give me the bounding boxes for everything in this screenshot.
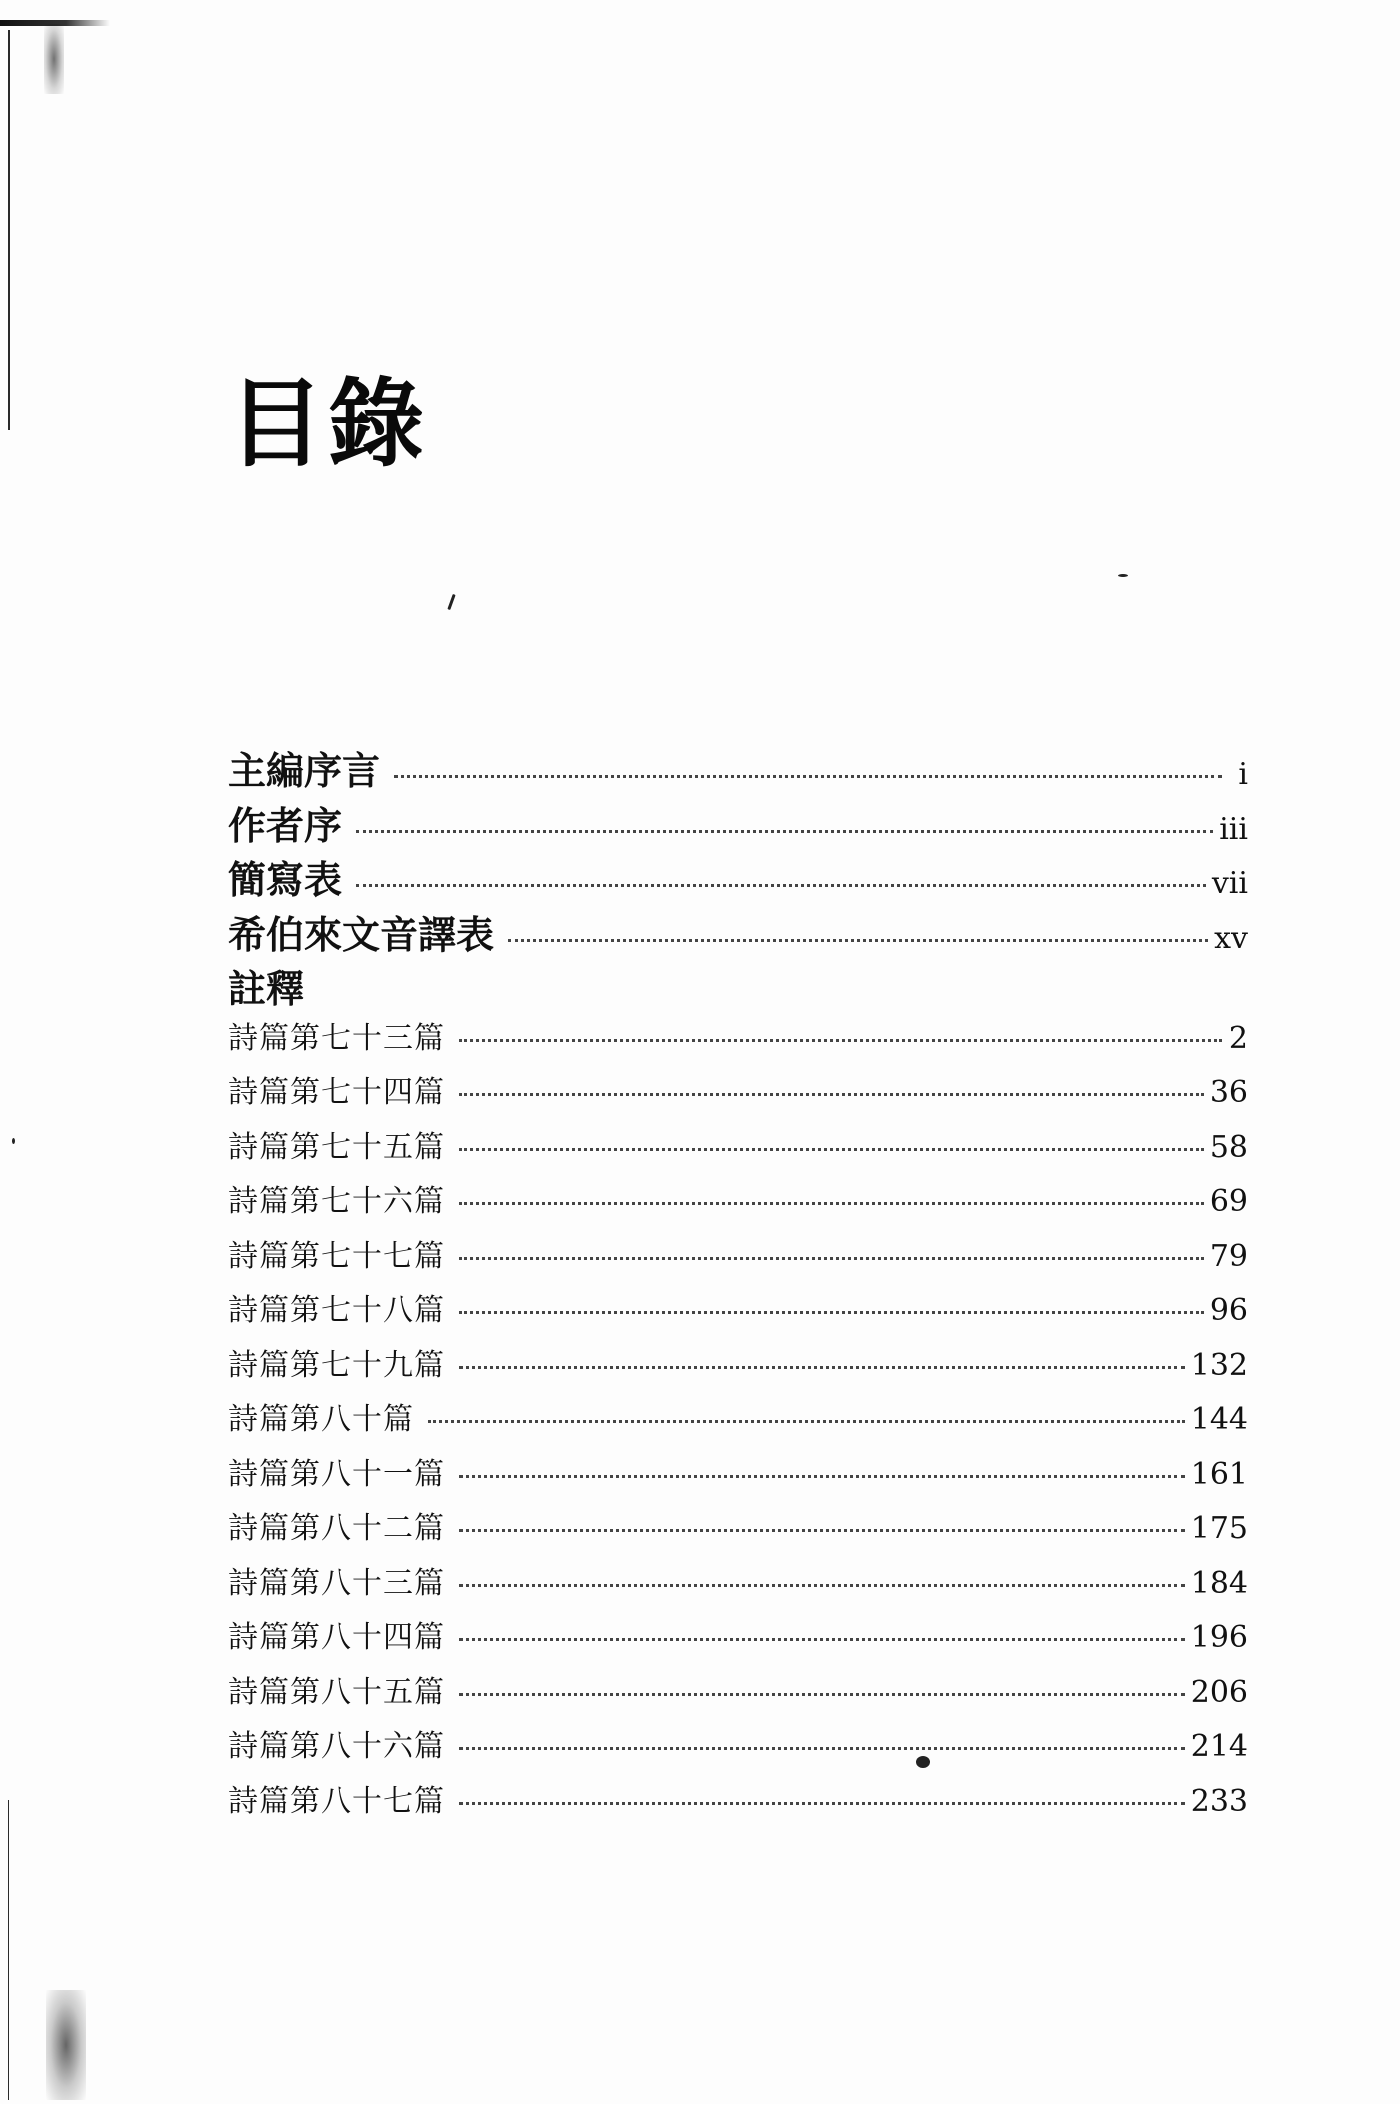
dot-leader xyxy=(459,1311,1204,1314)
toc-page-number: 233 xyxy=(1190,1783,1248,1819)
toc-entry[interactable] xyxy=(228,740,1248,795)
toc-entry-title: 簡寫表 xyxy=(228,857,343,902)
scan-smudge xyxy=(46,1990,86,2100)
toc-entry-title: 詩篇第七十四篇 xyxy=(228,1075,445,1110)
dot-leader xyxy=(459,1366,1185,1369)
toc-page-number: 79 xyxy=(1209,1238,1248,1274)
toc-page-number: 2 xyxy=(1228,1020,1248,1056)
dot-leader xyxy=(459,1475,1185,1478)
toc-page-number: 69 xyxy=(1209,1184,1248,1219)
toc-entry[interactable] xyxy=(228,1667,1248,1722)
toc-page-number: vii xyxy=(1211,866,1248,901)
toc-page-number: 161 xyxy=(1190,1456,1248,1492)
toc-entry-title: 詩篇第七十八篇 xyxy=(228,1293,445,1328)
dot-leader xyxy=(459,1693,1185,1696)
toc-entry-title: 詩篇第八十四篇 xyxy=(228,1620,445,1655)
dot-leader xyxy=(459,1638,1185,1641)
toc-entry[interactable] xyxy=(228,1612,1248,1667)
toc-page-number: xv xyxy=(1214,920,1248,956)
toc-page-number: i xyxy=(1238,757,1248,792)
toc-entry[interactable] xyxy=(228,1558,1248,1613)
toc-page-number: 58 xyxy=(1209,1129,1248,1165)
toc-page-number: 132 xyxy=(1190,1347,1248,1383)
toc-entry[interactable] xyxy=(228,1176,1248,1231)
scan-speck xyxy=(447,594,455,610)
dot-leader xyxy=(459,1257,1204,1260)
toc-page-number: 175 xyxy=(1190,1511,1248,1546)
toc-entry[interactable] xyxy=(228,1285,1248,1340)
toc-entry[interactable] xyxy=(228,1013,1248,1068)
toc-entry-title: 詩篇第八十五篇 xyxy=(228,1674,445,1710)
toc-entry[interactable] xyxy=(228,1721,1248,1776)
toc-entry-title: 詩篇第七十三篇 xyxy=(228,1020,445,1056)
dot-leader xyxy=(459,1093,1204,1096)
scan-edge-line xyxy=(8,30,10,430)
dot-leader xyxy=(459,1802,1185,1805)
toc-page-number: iii xyxy=(1219,811,1248,847)
toc-entry-title: 詩篇第八十二篇 xyxy=(228,1511,445,1546)
scan-edge-line xyxy=(8,1800,9,2100)
toc-entry-title: 詩篇第七十九篇 xyxy=(228,1347,445,1383)
toc-entry-title: 詩篇第七十七篇 xyxy=(228,1238,445,1274)
toc-entry[interactable] xyxy=(228,1340,1248,1395)
toc-entry-title: 詩篇第八十篇 xyxy=(228,1402,414,1437)
dot-leader xyxy=(459,1202,1204,1205)
dot-leader xyxy=(459,1148,1204,1151)
dot-leader xyxy=(394,775,1222,778)
toc-page-number: 184 xyxy=(1190,1565,1248,1601)
dot-leader xyxy=(428,1420,1185,1423)
scan-speck xyxy=(1118,574,1128,577)
toc-entry-title: 詩篇第七十六篇 xyxy=(228,1184,445,1219)
toc-entry[interactable] xyxy=(228,849,1248,904)
dot-leader xyxy=(459,1584,1185,1587)
table-of-contents xyxy=(228,740,1248,1830)
toc-entry-title: 作者序 xyxy=(228,802,343,848)
toc-page-number: 96 xyxy=(1209,1293,1248,1328)
toc-entry[interactable] xyxy=(228,904,1248,959)
toc-page-number: 196 xyxy=(1190,1620,1248,1655)
dot-leader xyxy=(459,1039,1222,1042)
toc-section-heading xyxy=(228,958,1248,1013)
toc-entry[interactable] xyxy=(228,1231,1248,1286)
toc-entry[interactable] xyxy=(228,1503,1248,1558)
toc-entry-title: 詩篇第八十三篇 xyxy=(228,1565,445,1601)
toc-entry-title: 詩篇第八十七篇 xyxy=(228,1783,445,1819)
toc-page-number: 144 xyxy=(1190,1402,1248,1437)
toc-entry-title: 詩篇第八十六篇 xyxy=(228,1729,445,1764)
toc-entry[interactable] xyxy=(228,795,1248,850)
toc-entry-title: 詩篇第七十五篇 xyxy=(228,1129,445,1165)
scan-smudge xyxy=(44,24,64,94)
dot-leader xyxy=(356,830,1213,833)
notes-heading: 註釋 xyxy=(228,966,305,1011)
toc-entry[interactable] xyxy=(228,1394,1248,1449)
toc-entry-title: 主編序言 xyxy=(228,748,381,793)
toc-page-number: 214 xyxy=(1190,1729,1248,1764)
dot-leader xyxy=(459,1529,1185,1532)
toc-page-number: 36 xyxy=(1209,1075,1248,1110)
toc-entry-title: 希伯來文音譯表 xyxy=(228,911,495,957)
toc-page-number: 206 xyxy=(1190,1674,1248,1710)
toc-entry[interactable] xyxy=(228,1122,1248,1177)
dot-leader xyxy=(459,1747,1185,1750)
dot-leader xyxy=(356,884,1206,887)
toc-entry[interactable] xyxy=(228,1067,1248,1122)
dot-leader xyxy=(508,939,1208,942)
scan-speck xyxy=(12,1138,15,1144)
toc-entry[interactable] xyxy=(228,1776,1248,1831)
toc-entry[interactable] xyxy=(228,1449,1248,1504)
toc-entry-title: 詩篇第八十一篇 xyxy=(228,1456,445,1492)
page-title: 目錄 xyxy=(228,368,428,481)
